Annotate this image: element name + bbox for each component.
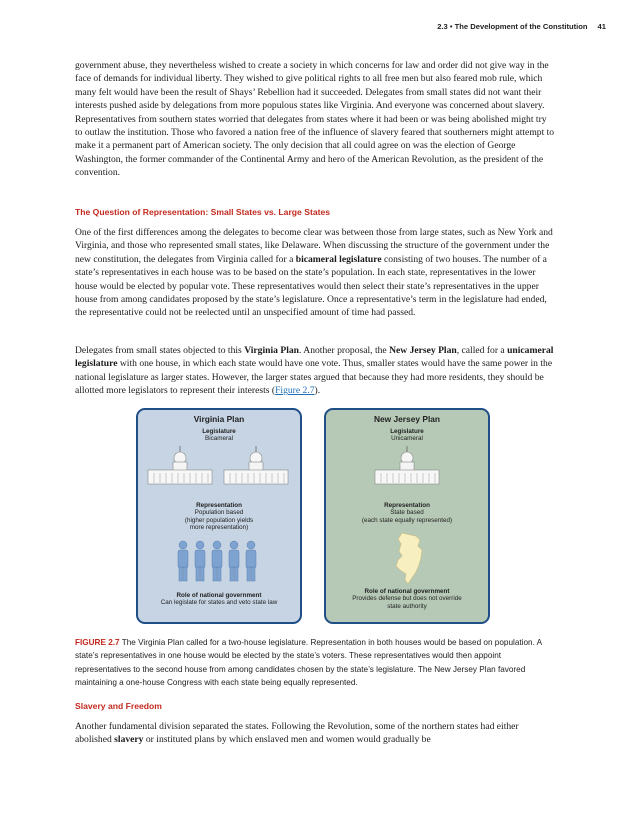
running-header: [437, 22, 606, 31]
person-icon: [212, 541, 222, 581]
person-icon: [246, 541, 256, 581]
person-icon: [178, 541, 188, 581]
paragraph-2: One of the first differences among the delegates to become clear was between those from large states, such as New York and Virginia, and those who represented small states, like Delaware. When discussing the structure of the government under the new constitution, the delegates from Virginia called for a bicameral legislature consisting of two houses. The number of a state’s representatives in each house was to be based on the state’s population. In each state, representatives in the lower house would be elected by popular vote. These representatives would then select their state’s representatives in the upper house from among candidates proposed by the state’s legislature. Once a representative’s term in the legislature had ended, the representative could not be reelected until an unspecified amount of time had passed.: [75, 227, 553, 319]
figure-link[interactable]: Figure 2.7: [275, 385, 315, 397]
page-number: 41: [597, 22, 606, 31]
figure-caption: FIGURE 2.7 The Virginia Plan called for a two-house legislature. Representation in both houses would be based on population. A state’s representatives in one house would be elected by the state’s voters. These representatives would then appoint representatives to the second house from among candidates chosen by the state’s legislature. The New Jersey Plan favored maintaining a one-house Congress with each state being equally represented.: [75, 638, 542, 688]
population-people-icon: [138, 538, 300, 586]
key-term-slavery: slavery: [114, 734, 144, 746]
capitol-building-icon: [224, 446, 288, 484]
capitol-building-icon: [375, 446, 439, 484]
section-heading-representation: The Question of Representation: Small States vs. Large States: [75, 207, 331, 217]
key-term-unicameral: unicameral legislature: [75, 345, 554, 370]
paragraph-3: Delegates from small states objected to this Virginia Plan. Another proposal, the New Jersey Plan, called for a unicameral legislature with one house, in which each state would have one vote. Thus, smaller states would have the same power in the national legislature as larger states. However, the larger states argued that because they had more residents, they should be allotted more legislators to represent their interests (Figure 2.7).: [75, 345, 554, 397]
new-jersey-role-block: Role of national government Provides defense but does not override state authority: [352, 588, 462, 610]
new-jersey-plan-panel: [324, 408, 490, 624]
key-term-bicameral: bicameral legislature: [295, 253, 382, 265]
virginia-plan-panel: [136, 408, 302, 624]
section-title: 2.3 • The Development of the Constitution: [437, 22, 588, 31]
virginia-legislature-block: Legislature Bicameral: [202, 428, 236, 442]
new-jersey-state-map-icon: [326, 530, 488, 588]
one-capitol-building-icon: [326, 444, 488, 490]
virginia-representation-block: Representation Population based (higher population yields more representation): [184, 502, 254, 532]
paragraph-4: Another fundamental division separated the states. Following the Revolution, some of the northern states had either abolished slavery or instituted plans by which enslaved men and women would gradually be: [75, 721, 519, 746]
person-icon: [229, 541, 239, 581]
virginia-plan-title: Virginia Plan: [193, 414, 245, 424]
key-term-new-jersey-plan: New Jersey Plan: [389, 345, 457, 356]
person-icon: [195, 541, 205, 581]
paragraph-1: government abuse, they nevertheless wished to create a society in which concerns for law and order did not give way in the face of demands for individual liberty. They wished to give political rights to all free men but also feared mob rule, which many felt would have been the result of Shays’ Rebellion had it succeeded. Delegates from small states did not want their interests pushed aside by delegations from more populous states like Virginia. And everyone was concerned about slavery. Representatives from southern states worried that delegates from states where it had been or was being abolished might try to outlaw the institution. Those who favored a nation free of the influence of slavery feared that southerners might attempt to make it a permanent part of American society. The only decision that all could agree on was the election of George Washington, the former commander of the Continental Army and hero of the American Revolution, as the president of the convention.: [75, 60, 555, 179]
two-capitol-buildings-icon: [138, 444, 300, 490]
new-jersey-legislature-block: Legislature Unicameral: [390, 428, 424, 442]
new-jersey-plan-title: New Jersey Plan: [373, 414, 441, 424]
virginia-role-block: Role of national government Can legislate for states and veto state law: [160, 592, 278, 606]
section-heading-slavery: Slavery and Freedom: [75, 701, 162, 711]
new-jersey-representation-block: Representation State based (each state equally represented): [361, 502, 453, 524]
key-term-virginia-plan: Virginia Plan: [244, 345, 299, 356]
capitol-building-icon: [148, 446, 212, 484]
figure-label: FIGURE 2.7: [75, 638, 120, 647]
